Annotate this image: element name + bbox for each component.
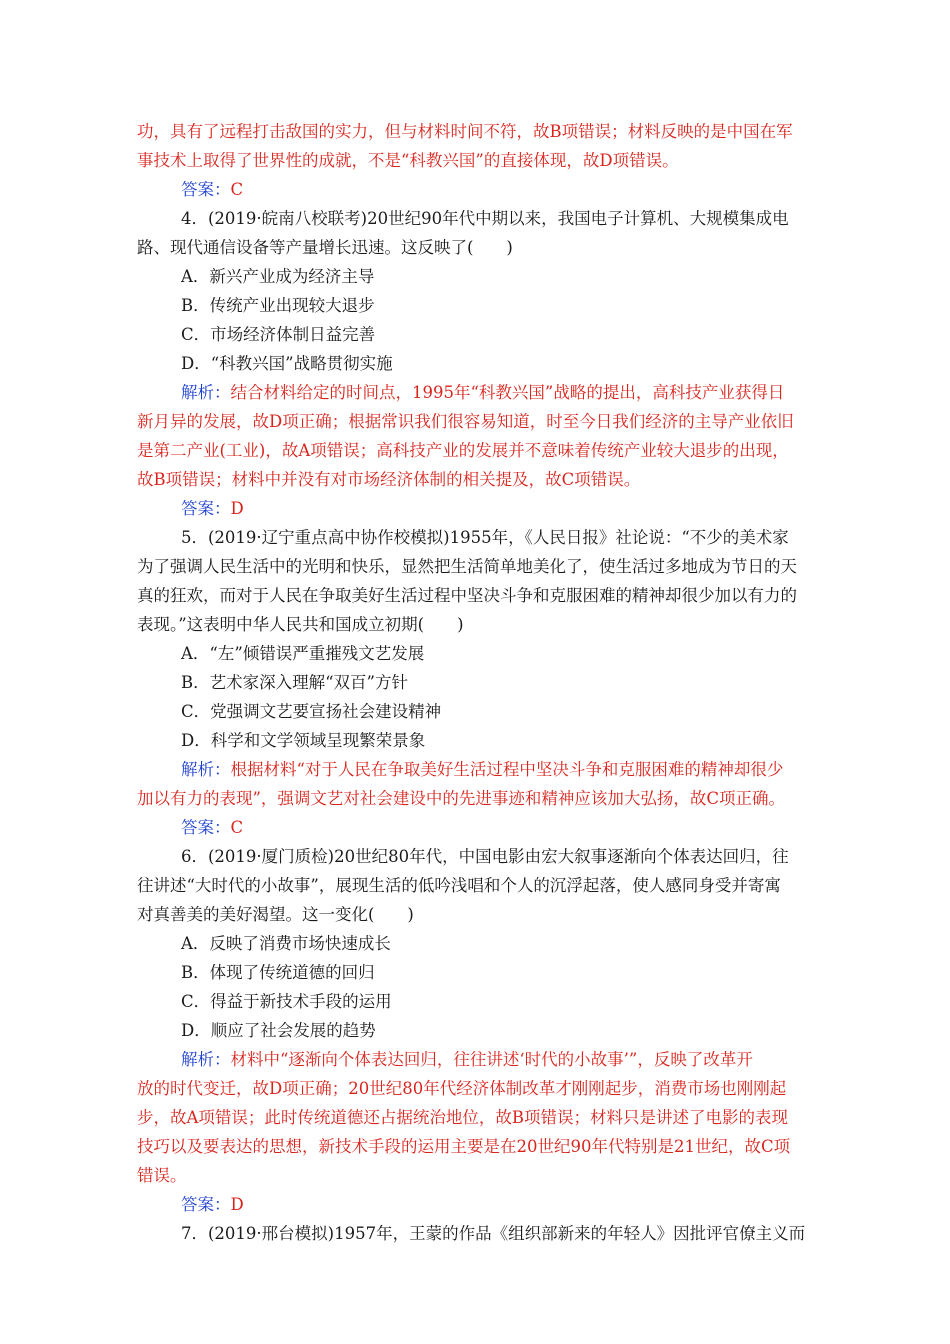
explanation-line: 材料中“逐渐向个体表达回归，往往讲述‘时代的小故事’”，反映了改革开 [230,1050,753,1069]
prev-explanation [137,117,817,175]
option-d: D．顺应了社会发展的趋势 [181,1021,376,1040]
explanation-first-line [137,755,817,784]
explanation-line: 错误。 [137,1166,187,1185]
question-5 [137,523,817,842]
question-stem-line: 路、现代通信设备等产量增长迅速。这反映了( ) [137,238,513,257]
explanation-label: 解析： [181,1050,231,1069]
explanation-line: 是第二产业(工业)，故A项错误；高科技产业的发展并不意味着传统产业较大退步的出现， [137,441,789,460]
answer-value: C [230,818,244,837]
option-d: D．“科教兴国”战略贯彻实施 [181,354,393,373]
explanation-line: 技巧以及要表达的思想，新技术手段的运用主要是在20世纪90年代特别是21世纪，故C项 [137,1137,791,1156]
answer [137,1190,817,1219]
answer-label: 答案： [181,818,231,837]
explanation-line: 加以有力的表现”，强调文艺对社会建设中的先进事迹和精神应该加大弘扬，故C项正确。 [137,789,786,808]
option-a: A．反映了消费市场快速成长 [181,934,391,953]
explanation-line: 步，故A项错误；此时传统道德还占据统治地位，故B项错误；材料只是讲述了电影的表现 [137,1108,789,1127]
option-c: C．得益于新技术手段的运用 [181,992,392,1011]
explanation-line: 新月异的发展，故D项正确；根据常识我们很容易知道，时至今日我们经济的主导产业依旧 [137,412,794,431]
answer-value: C [230,180,244,199]
explanation-first-line [137,378,817,407]
option-b: B．艺术家深入理解“双百”方针 [181,673,408,692]
explanation-line: 事技术上取得了世界性的成就，不是“科教兴国”的直接体现，故D项错误。 [137,151,679,170]
explanation-first-line [137,1045,817,1074]
answer-label: 答案： [181,1195,231,1214]
answer-label: 答案： [181,499,231,518]
question-stem-line: 表现。”这表明中华人民共和国成立初期( ) [137,615,464,634]
explanation-line: 结合材料给定的时间点，1995年“科教兴国”战略的提出，高科技产业获得日 [230,383,785,402]
explanation-label: 解析： [181,760,231,779]
answer-value: D [230,1195,244,1214]
question-stem-line: 真的狂欢，而对于人民在争取美好生活过程中坚决斗争和克服困难的精神却很少加以有力的 [137,586,797,605]
explanation-line: 放的时代变迁，故D项正确；20世纪80年代经济体制改革才刚刚起步，消费市场也刚刚起 [137,1079,787,1098]
prev-answer [137,175,817,204]
question-stem-line: 5．(2019·辽宁重点高中协作校模拟)1955年，《人民日报》社论说：“不少的美术家 [181,528,789,547]
explanation-label: 解析： [181,383,231,402]
answer [137,494,817,523]
answer [137,813,817,842]
question-stem-line: 4．(2019·皖南八校联考)20世纪90年代中期以来，我国电子计算机、大规模集成电 [181,209,789,228]
question-stem-line: 6．(2019·厦门质检)20世纪80年代，中国电影由宏大叙事逐渐向个体表达回归，往 [181,847,789,866]
explanation-line: 故B项错误；材料中并没有对市场经济体制的相关提及，故C项错误。 [137,470,641,489]
option-a: A．“左”倾错误严重摧残文艺发展 [181,644,425,663]
option-c: C．市场经济体制日益完善 [181,325,376,344]
option-c: C．党强调文艺要宣扬社会建设精神 [181,702,442,721]
answer-label: 答案： [181,180,231,199]
option-b: B．体现了传统道德的回归 [181,963,375,982]
question-7 [137,1219,817,1248]
explanation-line: 功，具有了远程打击敌国的实力，但与材料时间不符，故B项错误；材料反映的是中国在军 [137,122,793,141]
option-a: A．新兴产业成为经济主导 [181,267,375,286]
question-stem-line: 往讲述“大时代的小故事”，展现生活的低吟浅唱和个人的沉浮起落，使人感同身受并寄寓 [137,876,781,895]
explanation-line: 根据材料“对于人民在争取美好生活过程中坚决斗争和克服困难的精神却很少 [230,760,784,779]
question-6 [137,842,817,1219]
option-b: B．传统产业出现较大退步 [181,296,375,315]
question-stem-line: 为了强调人民生活中的光明和快乐，显然把生活简单地美化了，使生活过多地成为节日的天 [137,557,797,576]
question-4 [137,204,817,523]
document-page [137,117,817,1248]
answer-value: D [230,499,244,518]
question-stem-line: 对真善美的美好渴望。这一变化( ) [137,905,414,924]
option-d: D．科学和文学领域呈现繁荣景象 [181,731,426,750]
question-stem-line: 7．(2019·邢台模拟)1957年，王蒙的作品《组织部新来的年轻人》因批评官僚主义而 [181,1224,806,1243]
